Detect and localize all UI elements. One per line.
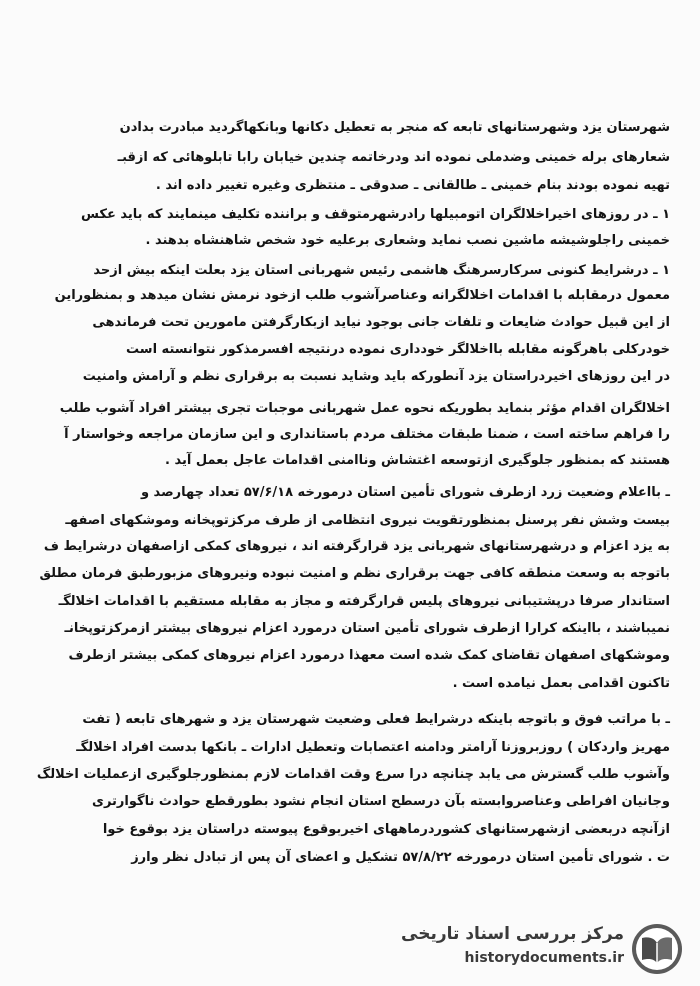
document-line: خودرکلی باهرگونه مقابله بااخلالگر خودداری نموده درنتیجه افسرمذکور نتوانسته است xyxy=(126,342,670,357)
watermark xyxy=(401,918,690,980)
document-line: ت . شورای تأمین استان درمورخه ۵۷/۸/۲۲ تشکیل و اعضای آن پس از تبادل نظر وارز xyxy=(131,850,670,865)
document-line: اخلالگران اقدام مؤثر بنماید بطوریکه نحوه عمل شهربانی موجبات تجری بیشتر افراد آشوب طلب xyxy=(59,401,670,416)
document-line: به یزد اعزام و درشهرستانهای شهربانی یزد قرارگرفته اند ، نیروهای کمکی ازاصفهان درشرایط ف xyxy=(43,539,670,554)
document-line: ازآنچه دربعضی ازشهرستانهای کشوردرماههای اخیربوقوع پیوسته دراستان یزد بوقوع خوا xyxy=(102,822,670,837)
document-line: شهرستان یزد وشهرستانهای تابعه که منجر به تعطیل دکانها وبانکهاگردید مبادرت بدادن xyxy=(119,120,670,135)
document-line: مهریز واردکان ) روزبروزنا آرامتر ودامنه اعتصابات وتعطیل ادارات ـ بانکها بدست افراد اخلالگـ xyxy=(76,740,670,755)
watermark-title: مرکز بررسی اسناد تاریخی xyxy=(401,924,624,944)
document-line: وآشوب طلب گسترش می یابد چنانچه درا سرع وقت اقدامات لازم بمنظورجلوگیری ازعملیات اخلالگ xyxy=(36,767,670,782)
document-line: شعارهای برله خمینی وضدملی نموده اند ودرخاتمه چندین خیابان رابا تابلوهائی که ازقبـ xyxy=(117,150,670,165)
document-line: در این روزهای اخیردراستان یزد آنطورکه باید وشاید نسبت به برقراری نظم و آرامش وامنیت xyxy=(82,369,670,384)
document-line: خمینی راجلوشیشه ماشین نصب نماید وشعاری برعلیه خود شخص شاهنشاه بدهند . xyxy=(145,233,670,248)
document-line: را فراهم ساخته است ، ضمنا طبقات مختلف مردم باستانداری و این سازمان مراجعه وخواستار آ xyxy=(64,427,670,442)
document-line: از این قبیل حوادث ضایعات و تلفات جانی بوجود نیاید ازبکارگرفتن مامورین تحت فرماندهی xyxy=(92,315,670,330)
document-line: بیست وشش نفر پرسنل بمنظورتقویت نیروی انتظامی از طرف مرکزتوپخانه وموشکهای اصفهـ xyxy=(65,513,670,528)
document-line: تاکنون اقدامی بعمل نیامده است . xyxy=(452,676,670,691)
document-line: استاندار صرفا درپشتیبانی نیروهای پلیس قرارگرفته و مجاز به مقابله مستقیم با اقدامات اخلالگـ xyxy=(58,594,670,609)
document-line: هستند که بمنظور جلوگیری ازتوسعه اغتشاش وناامنی اقدامات عاجل بعمل آید . xyxy=(165,453,670,468)
document-line: وموشکهای اصفهان تقاضای کمک شده است معهذا درمورد اعزام نیروهای کمکی بیشتر ازطرف xyxy=(68,648,670,663)
document-line: وجانیان افراطی وعناصروابسته بآن درسطح استان انجام نشود بطورقطع حوادث ناگوارتری xyxy=(92,794,670,809)
document-line: باتوجه به وسعت منطقه کافی جهت برقراری نظم و امنیت نبوده ونیروهای مزبورطبق فرمان مطلق xyxy=(39,566,670,581)
document-line: ۱ ـ در روزهای اخیراخلالگران اتومبیلها رادرشهرمتوقف و براننده تکلیف مینمایند که باید عکس xyxy=(81,207,670,222)
open-book-icon xyxy=(630,922,684,976)
document-line: ـ با مراتب فوق و باتوجه باینکه درشرایط فعلی وضعیت شهرستان یزد و شهرهای تابعه ( تفت xyxy=(82,712,670,727)
document-line: ۱ ـ درشرایط کنونی سرکارسرهنگ هاشمی رئیس شهربانی استان یزد بعلت اینکه بیش ازحد xyxy=(93,263,670,278)
document-line: تهیه نموده بودند بنام خمینی ـ طالقانی ـ صدوقی ـ منتظری وغیره تغییر داده اند . xyxy=(155,178,670,193)
watermark-url: historydocuments.ir xyxy=(464,950,624,966)
document-line: نمیباشند ، بااینکه کرارا ازطرف شورای تأمین استان درمورد اعزام نیروهای بیشتر ازمرکزتوپخانـ xyxy=(64,621,670,636)
document-line: ـ بااعلام وضعیت زرد ازطرف شورای تأمین استان درمورخه ۵۷/۶/۱۸ تعداد چهارصد و xyxy=(140,485,670,500)
document-line: معمول درمقابله با اقدامات اخلالگرانه وعناصرآشوب طلب ازخود نرمش نشان میدهد و بمنظوراین xyxy=(54,288,670,303)
